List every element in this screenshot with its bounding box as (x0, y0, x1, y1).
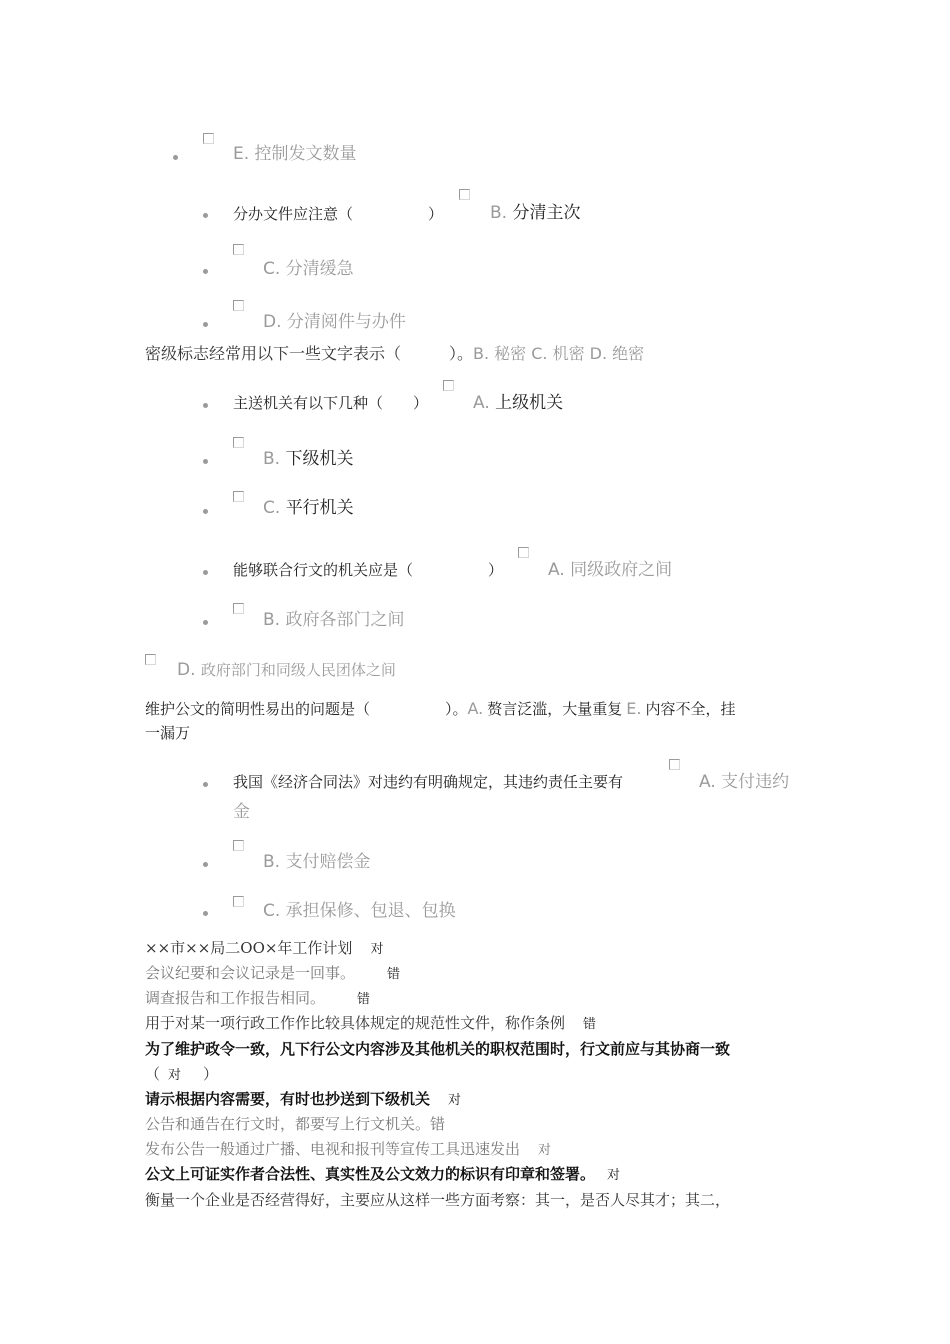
statement-row-6 (145, 1092, 461, 1107)
option-zhusong-a (473, 395, 563, 412)
list-bullet (203, 911, 208, 916)
list-bullet (203, 322, 208, 327)
question-hetong: 我国《经济合同法》对违约有明确规定，其违约责任主要有 (233, 773, 624, 791)
statement-text: 用于对某一项行政工作作比较具体规定的规范性文件，称作条例 (145, 1014, 566, 1032)
option-zhusong-c (263, 500, 354, 517)
option-text: 上级机关 (495, 393, 564, 413)
option-checkbox-zhusong-c[interactable] (233, 491, 244, 502)
option-zhusong-b (263, 451, 353, 468)
statement-row-8 (145, 1142, 551, 1157)
option-checkbox-fenban-d[interactable] (233, 300, 244, 311)
option-hetong-a: A. 支付违约 (699, 772, 790, 792)
option-text: 分清主次 (512, 203, 581, 223)
statement-row-4 (145, 1016, 596, 1031)
statement-text: 发布公告一般通过广播、电视和报刊等宣传工具迅速发出 (145, 1140, 521, 1158)
question-miji-text: 密级标志经常用以下一些文字表示（ ）。 (145, 344, 474, 363)
statement-verdict: 对 (370, 942, 384, 957)
question-fenban: 分办文件应注意（ ） (233, 205, 444, 223)
statement-text: 调查报告和工作报告相同。 (145, 989, 326, 1007)
option-hetong-c: C. 承担保修、包退、包换 (263, 901, 456, 921)
question-zhusong: 主送机关有以下几种（ ） (233, 394, 429, 412)
option-checkbox-fenban-b[interactable] (459, 189, 470, 200)
option-fenban-b (490, 205, 580, 222)
list-bullet (203, 782, 208, 787)
list-bullet (173, 155, 178, 160)
statement-verdict: 对 (607, 1168, 621, 1183)
question-jianming (145, 701, 736, 717)
option-checkbox-hetong-b[interactable] (233, 840, 244, 851)
option-hetong-b: B. 支付赔偿金 (263, 852, 371, 872)
list-bullet (203, 213, 208, 218)
statement-text: 请示根据内容需要，有时也抄送到下级机关 (145, 1090, 431, 1108)
list-bullet (203, 862, 208, 867)
option-checkbox-lianhe-b[interactable] (233, 603, 244, 614)
option-lianhe-d (177, 662, 396, 679)
option-letter: A. (473, 393, 490, 413)
statement-row-9 (145, 1167, 620, 1182)
statement-verdict: 对 (448, 1093, 462, 1108)
statement-verdict: 错 (387, 967, 401, 982)
list-bullet (203, 570, 208, 575)
option-text: 平行机关 (285, 498, 354, 518)
question-miji-options: B. 秘密 C. 机密 D. 绝密 (473, 344, 645, 363)
option-letter: E. (626, 699, 642, 718)
option-checkbox-e-control[interactable] (203, 133, 214, 144)
option-checkbox-hetong-a[interactable] (669, 759, 680, 770)
statement-row-7: 公告和通告在行文时，都要写上行文机关。错 (145, 1115, 446, 1133)
option-checkbox-hetong-c[interactable] (233, 896, 244, 907)
statement-verdict: 对 (538, 1143, 552, 1158)
option-lianhe-b: B. 政府各部门之间 (263, 610, 405, 630)
option-fenban-c: C. 分清缓急 (263, 259, 354, 279)
question-miji (145, 346, 644, 362)
statement-verdict: 对 (168, 1068, 182, 1083)
option-checkbox-fenban-c[interactable] (233, 244, 244, 255)
question-jianming-a: 赘言泛滥，大量重复 (487, 700, 623, 718)
option-letter: B. (263, 449, 281, 469)
option-text: 政府部门和同级人民团体之间 (200, 661, 396, 679)
statement-row-10: 衡量一个企业是否经营得好，主要应从这样一些方面考察：其一，是否人尽其才；其二， (145, 1191, 731, 1209)
list-bullet (203, 459, 208, 464)
question-jianming-e: 内容不全，挂 (645, 700, 736, 718)
option-letter: B. (490, 203, 508, 223)
option-fenban-d: D. 分清阅件与办件 (263, 312, 406, 332)
statement-paren-open: （ (145, 1065, 161, 1083)
list-bullet (203, 269, 208, 274)
option-letter: A. (467, 699, 484, 718)
option-checkbox-zhusong-b[interactable] (233, 437, 244, 448)
option-hetong-a-line2: 金 (233, 802, 250, 822)
option-checkbox-lianhe-d[interactable] (145, 654, 156, 665)
option-e-control: E. 控制发文数量 (233, 144, 357, 164)
statement-row-5-line2 (145, 1067, 218, 1082)
statement-row-1 (145, 941, 383, 956)
option-checkbox-zhusong-a[interactable] (443, 380, 454, 391)
statement-verdict: 错 (357, 992, 371, 1007)
statement-text: ××市××局二OO×年工作计划 (145, 939, 353, 957)
question-lianhe: 能够联合行文的机关应是（ ） (233, 561, 504, 579)
option-lianhe-a: A. 同级政府之间 (548, 560, 673, 580)
statement-row-2 (145, 966, 400, 981)
option-checkbox-lianhe-a[interactable] (518, 547, 529, 558)
list-bullet (203, 509, 208, 514)
statement-verdict: 错 (583, 1017, 597, 1032)
statement-row-5: 为了维护政令一致，凡下行公文内容涉及其他机关的职权范围时，行文前应与其协商一致 (145, 1040, 731, 1058)
statement-row-3 (145, 991, 370, 1006)
option-letter: D. (177, 660, 196, 680)
statement-text: 会议纪要和会议记录是一回事。 (145, 964, 356, 982)
list-bullet (203, 620, 208, 625)
question-jianming-line2: 一漏万 (145, 724, 191, 742)
option-text: 下级机关 (285, 449, 354, 469)
statement-text: 公文上可证实作者合法性、真实性及公文效力的标识有印章和签署。 (145, 1165, 596, 1183)
statement-paren-close: ） (203, 1065, 219, 1083)
list-bullet (203, 403, 208, 408)
option-letter: C. (263, 498, 281, 518)
question-jianming-text: 维护公文的简明性易出的问题是（ ）。 (145, 700, 468, 718)
